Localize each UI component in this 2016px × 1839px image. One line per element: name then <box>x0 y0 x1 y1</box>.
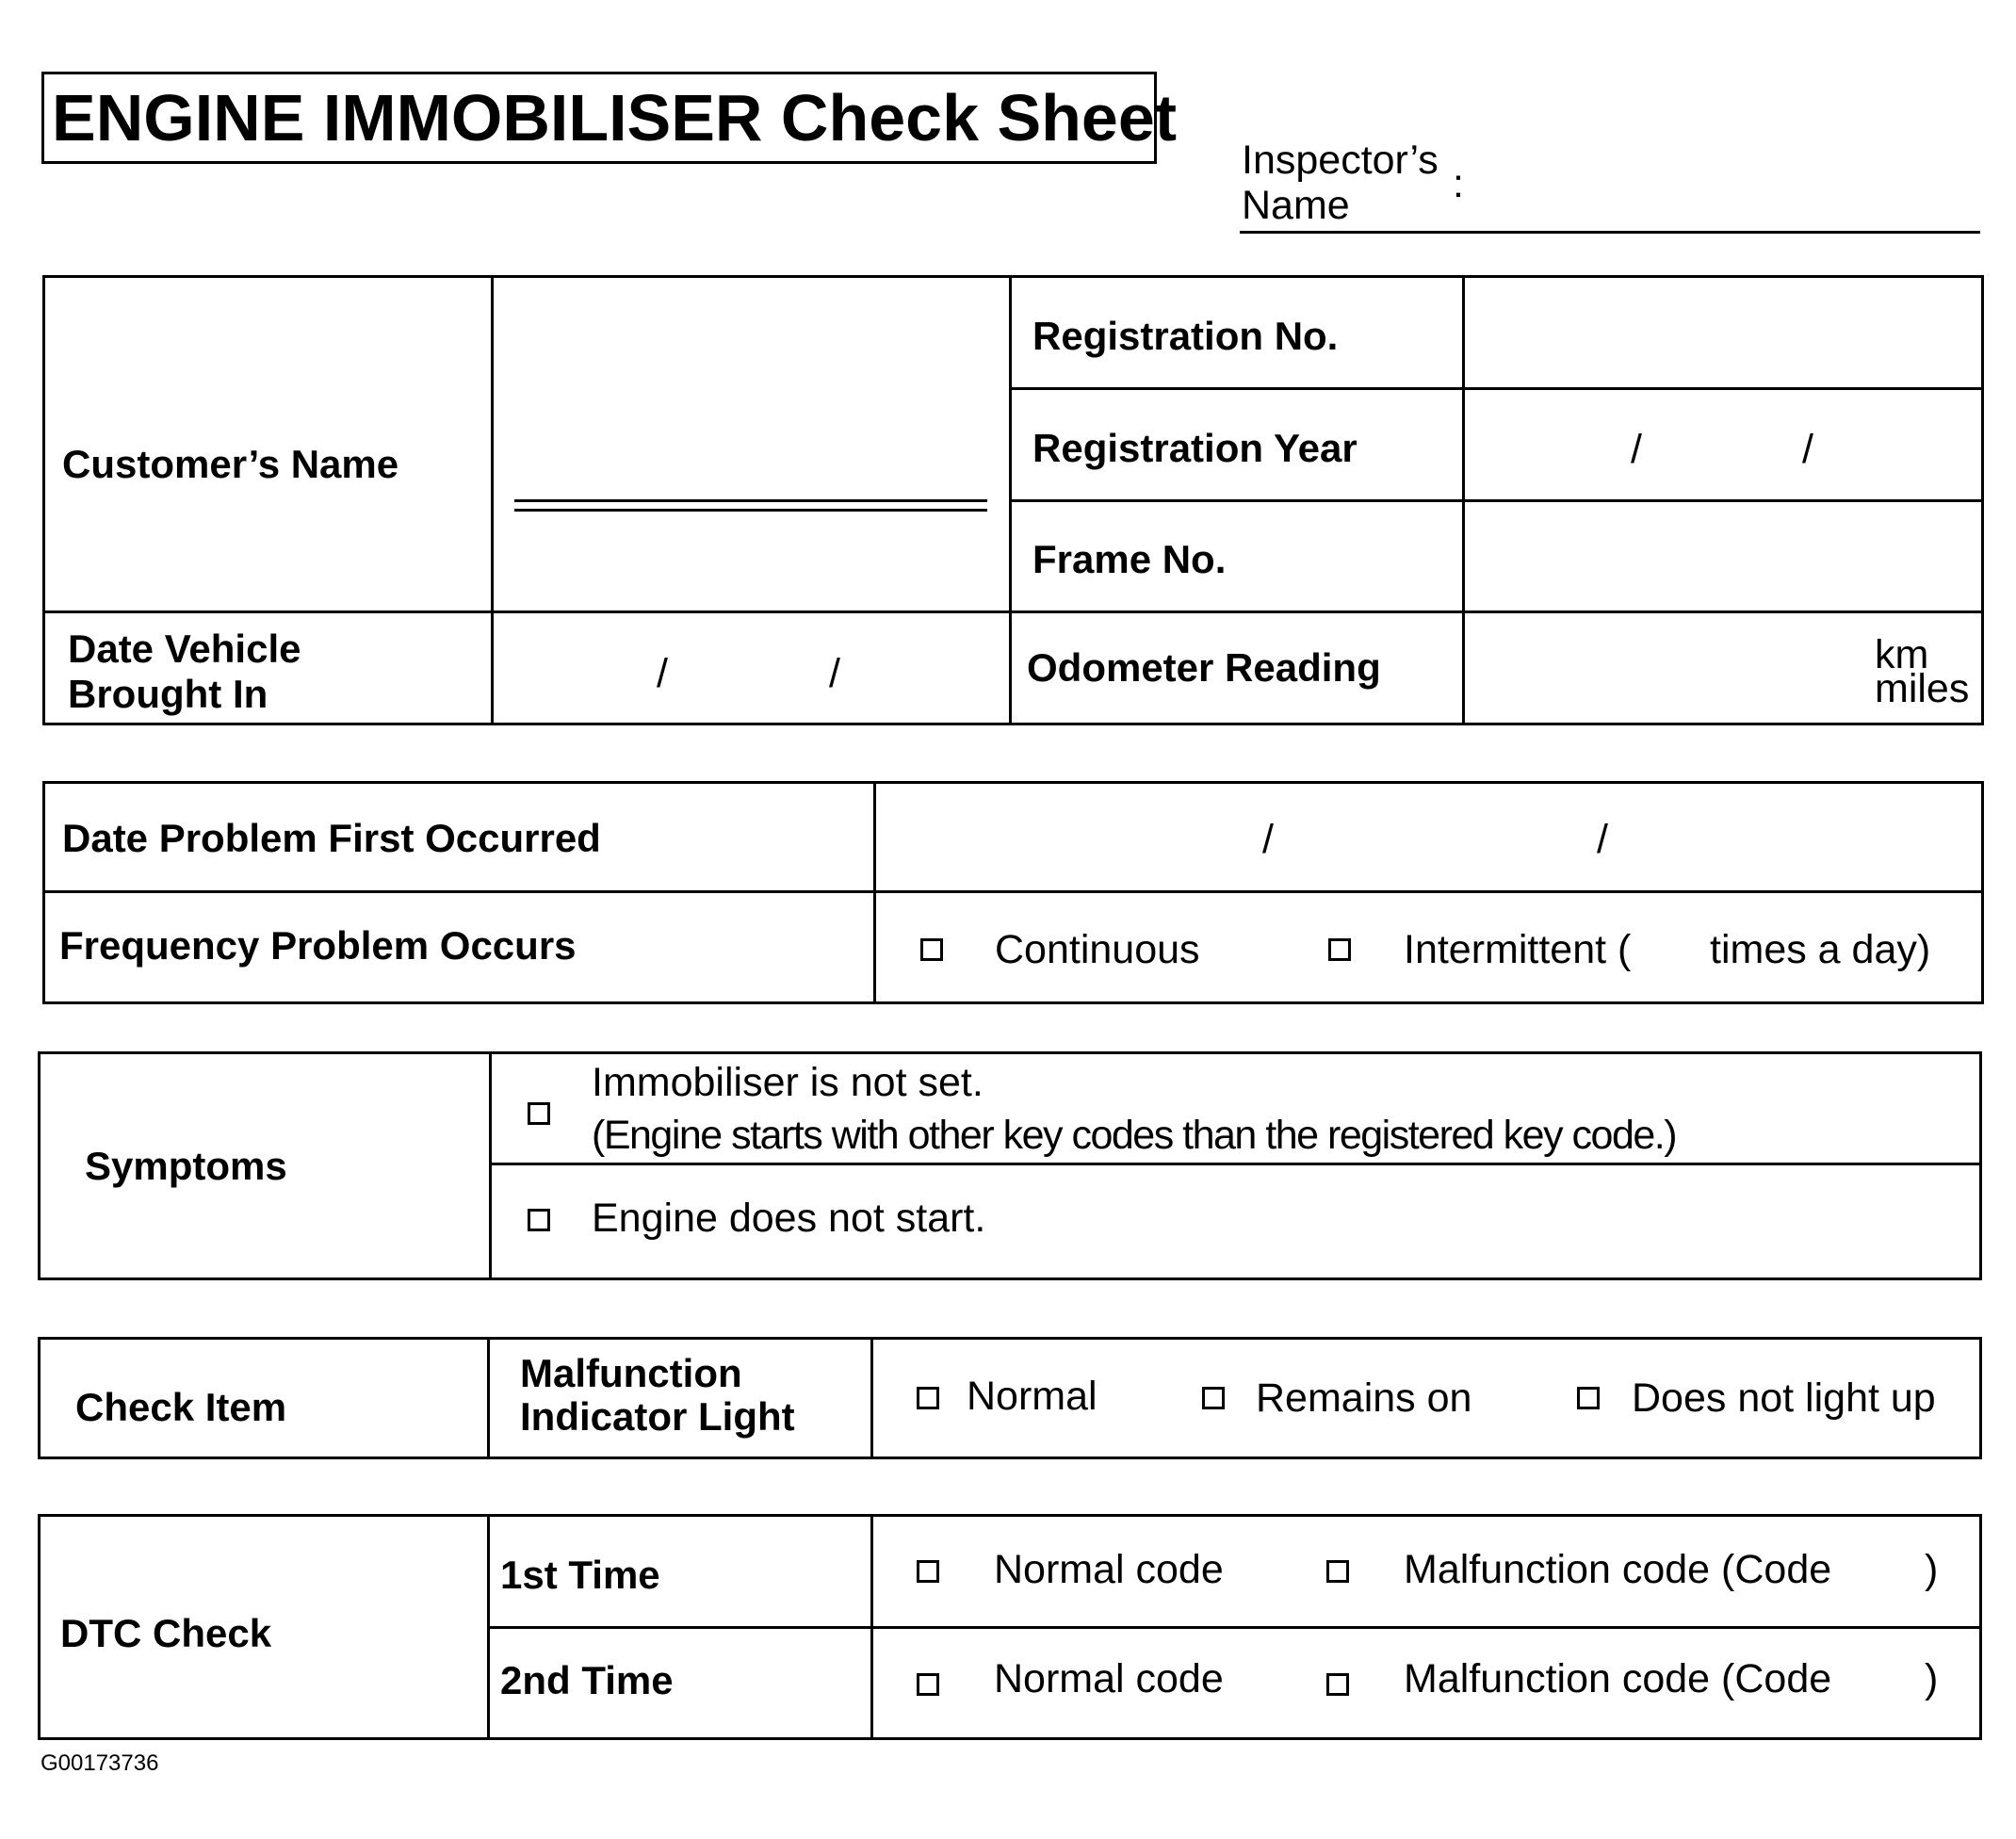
divider <box>42 610 1984 613</box>
frequency-label: Frequency Problem Occurs <box>59 923 577 968</box>
customer-name-field[interactable] <box>514 499 987 502</box>
second-malfunction-code-checkbox[interactable] <box>1326 1673 1349 1696</box>
page-title: ENGINE IMMOBILISER Check Sheet <box>41 72 1157 164</box>
divider <box>487 1626 1982 1629</box>
check-item-label: Check Item <box>75 1385 287 1429</box>
mil-label-line2: Indicator Light <box>520 1394 795 1439</box>
divider <box>1009 499 1984 502</box>
divider <box>42 890 1984 893</box>
second-close-paren: ) <box>1925 1656 1939 1701</box>
date-first-occurred-label: Date Problem First Occurred <box>62 816 601 860</box>
inspector-label-line2: Name <box>1242 183 1350 228</box>
registration-year-slash-2: / <box>1802 427 1813 472</box>
mil-remains-on-label: Remains on <box>1256 1375 1472 1421</box>
date-brought-label-line2: Brought In <box>68 672 268 716</box>
immobiliser-not-set-line2: (Engine starts with other key codes than the registered key code.) <box>592 1113 1677 1158</box>
continuous-checkbox[interactable] <box>920 938 943 961</box>
first-normal-code-checkbox[interactable] <box>917 1560 939 1583</box>
mil-remains-on-checkbox[interactable] <box>1202 1387 1225 1409</box>
figure-id: G00173736 <box>41 1750 159 1776</box>
first-malfunction-code-label: Malfunction code (Code <box>1404 1547 1832 1592</box>
date-brought-label-line1: Date Vehicle <box>68 627 301 671</box>
date-brought-slash-1: / <box>657 651 668 696</box>
inspector-name-line[interactable] <box>1240 231 1980 234</box>
times-a-day-label: times a day) <box>1710 927 1931 972</box>
second-normal-code-checkbox[interactable] <box>917 1673 939 1696</box>
mil-label-line1: Malfunction <box>520 1351 742 1395</box>
mil-does-not-light-label: Does not light up <box>1632 1375 1936 1421</box>
divider <box>487 1337 490 1459</box>
intermittent-checkbox[interactable] <box>1328 938 1351 961</box>
date-brought-slash-2: / <box>829 651 840 696</box>
registration-year-slash-1: / <box>1631 427 1642 472</box>
registration-year-label: Registration Year <box>1032 426 1358 470</box>
divider <box>491 275 494 725</box>
odometer-unit-km: km <box>1875 632 1929 677</box>
first-normal-code-label: Normal code <box>994 1547 1224 1592</box>
engine-does-not-start-checkbox[interactable] <box>528 1209 550 1231</box>
customer-name-label: Customer’s Name <box>62 442 399 486</box>
date-first-slash-1: / <box>1262 817 1274 862</box>
registration-no-label: Registration No. <box>1032 314 1339 358</box>
immobiliser-not-set-checkbox[interactable] <box>528 1102 550 1125</box>
divider <box>489 1051 492 1280</box>
symptoms-label: Symptoms <box>85 1144 287 1188</box>
divider <box>870 1337 873 1459</box>
divider <box>489 1163 1982 1165</box>
divider <box>1009 387 1984 390</box>
date-first-slash-2: / <box>1597 817 1608 862</box>
customer-name-field-underline <box>514 509 987 512</box>
first-time-label: 1st Time <box>500 1553 660 1597</box>
inspector-colon: : <box>1453 161 1464 206</box>
mil-normal-checkbox[interactable] <box>917 1387 939 1409</box>
odometer-label: Odometer Reading <box>1027 645 1381 690</box>
continuous-label: Continuous <box>995 927 1200 972</box>
second-time-label: 2nd Time <box>500 1658 674 1702</box>
intermittent-label: Intermittent ( <box>1404 927 1632 972</box>
mil-normal-label: Normal <box>967 1374 1097 1419</box>
engine-does-not-start-label: Engine does not start. <box>592 1196 986 1241</box>
odometer-unit-miles: miles <box>1875 666 1970 711</box>
dtc-check-label: DTC Check <box>60 1611 272 1655</box>
symptoms-table <box>38 1051 1982 1280</box>
immobiliser-not-set-line1: Immobiliser is not set. <box>592 1060 984 1105</box>
second-malfunction-code-label: Malfunction code (Code <box>1404 1656 1832 1701</box>
first-malfunction-code-checkbox[interactable] <box>1326 1560 1349 1583</box>
frame-no-label: Frame No. <box>1032 537 1227 581</box>
first-close-paren: ) <box>1925 1547 1939 1592</box>
mil-does-not-light-checkbox[interactable] <box>1577 1387 1600 1409</box>
inspector-label-line1: Inspector’s <box>1242 138 1439 183</box>
second-normal-code-label: Normal code <box>994 1656 1224 1701</box>
